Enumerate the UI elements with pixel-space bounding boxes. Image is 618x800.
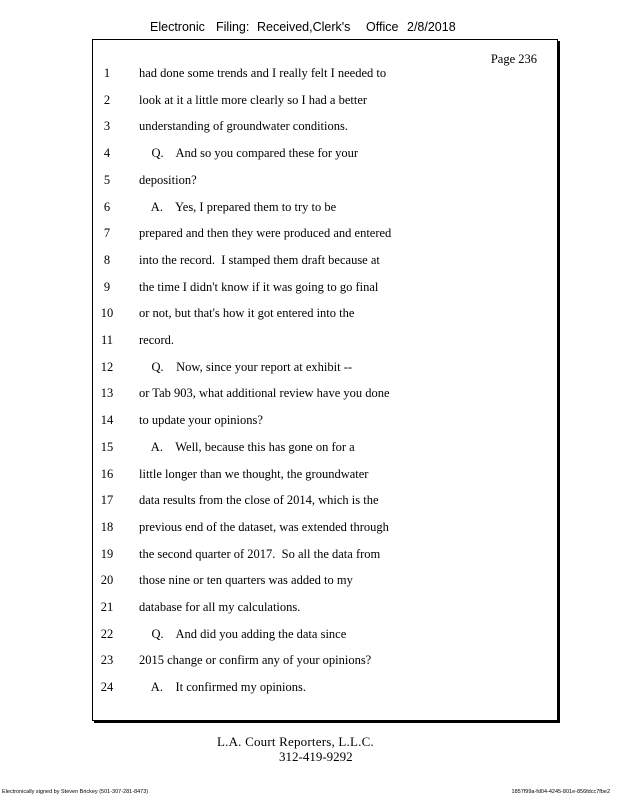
line-text: or Tab 903, what additional review have you done bbox=[139, 386, 390, 401]
line-text: A. It confirmed my opinions. bbox=[139, 680, 306, 695]
line-number: 8 bbox=[103, 252, 111, 267]
line-number: 3 bbox=[103, 119, 111, 134]
line-number: 24 bbox=[100, 680, 114, 695]
footer-phone: 312-419-9292 bbox=[279, 749, 353, 764]
line-number: 7 bbox=[103, 226, 111, 241]
signature-right: 1857f99a-fd04-4245-801e-856fdcc7fbe2 bbox=[511, 789, 610, 795]
line-number: 2 bbox=[103, 92, 111, 107]
line-text: Q. And did you adding the data since bbox=[139, 626, 347, 641]
filing-header bbox=[0, 20, 618, 38]
line-number: 11 bbox=[100, 333, 114, 347]
line-number: 14 bbox=[100, 413, 114, 428]
line-text: had done some trends and I really felt I needed to bbox=[139, 66, 387, 80]
line-text: those nine or ten quarters was added to my bbox=[139, 573, 353, 588]
line-number: 6 bbox=[103, 199, 111, 214]
line-text: prepared and then they were produced and entered bbox=[139, 226, 392, 241]
header-date: 2/8/2018 bbox=[407, 20, 456, 34]
line-number: 10 bbox=[100, 306, 114, 321]
line-number: 1 bbox=[103, 66, 111, 80]
line-number: 22 bbox=[100, 626, 114, 641]
line-text: the time I didn't know if it was going to go final bbox=[139, 279, 379, 294]
line-text: Q. Now, since your report at exhibit -- bbox=[139, 359, 353, 374]
line-text: database for all my calculations. bbox=[139, 600, 301, 614]
transcript-page bbox=[92, 39, 558, 721]
line-text: to update your opinions? bbox=[139, 413, 263, 428]
line-text: or not, but that's how it got entered into the bbox=[139, 306, 355, 321]
line-text: data results from the close of 2014, which is the bbox=[139, 493, 379, 508]
line-number: 17 bbox=[100, 493, 114, 508]
line-text: previous end of the dataset, was extended through bbox=[139, 519, 389, 534]
line-number: 16 bbox=[100, 466, 114, 481]
line-text: A. Yes, I prepared them to try to be bbox=[139, 199, 337, 214]
line-number: 18 bbox=[100, 519, 114, 534]
line-number: 21 bbox=[100, 600, 114, 614]
line-text: A. Well, because this has gone on for a bbox=[139, 439, 355, 454]
signature-left: Electronically signed by Steven Brickey (501-307-281-8473) bbox=[2, 789, 149, 795]
line-text: record. bbox=[139, 333, 175, 347]
line-text: into the record. I stamped them draft because at bbox=[139, 252, 380, 267]
header-office: Office bbox=[366, 20, 399, 34]
line-text: 2015 change or confirm any of your opinions? bbox=[139, 653, 372, 668]
page-number: Page 236 bbox=[490, 52, 537, 66]
line-text: little longer than we thought, the groundwater bbox=[139, 466, 369, 481]
header-received: Received,Clerk's bbox=[257, 20, 351, 34]
line-text: look at it a little more clearly so I had a better bbox=[139, 92, 368, 107]
line-text: deposition? bbox=[139, 172, 197, 187]
line-number: 23 bbox=[100, 653, 114, 668]
line-number: 4 bbox=[103, 146, 111, 161]
header-electronic: Electronic bbox=[150, 20, 205, 34]
footer-company: L.A. Court Reporters, L.L.C. bbox=[217, 734, 374, 749]
line-text: understanding of groundwater conditions. bbox=[139, 119, 348, 134]
line-number: 9 bbox=[103, 279, 111, 294]
line-number: 5 bbox=[103, 172, 111, 187]
line-text: the second quarter of 2017. So all the data from bbox=[139, 546, 381, 561]
line-number: 12 bbox=[100, 359, 114, 374]
line-number: 20 bbox=[100, 573, 114, 588]
header-filing: Filing: bbox=[216, 20, 250, 34]
line-number: 19 bbox=[100, 546, 114, 561]
line-number: 15 bbox=[100, 439, 114, 454]
line-number: 13 bbox=[100, 386, 114, 401]
line-text: Q. And so you compared these for your bbox=[139, 146, 359, 161]
